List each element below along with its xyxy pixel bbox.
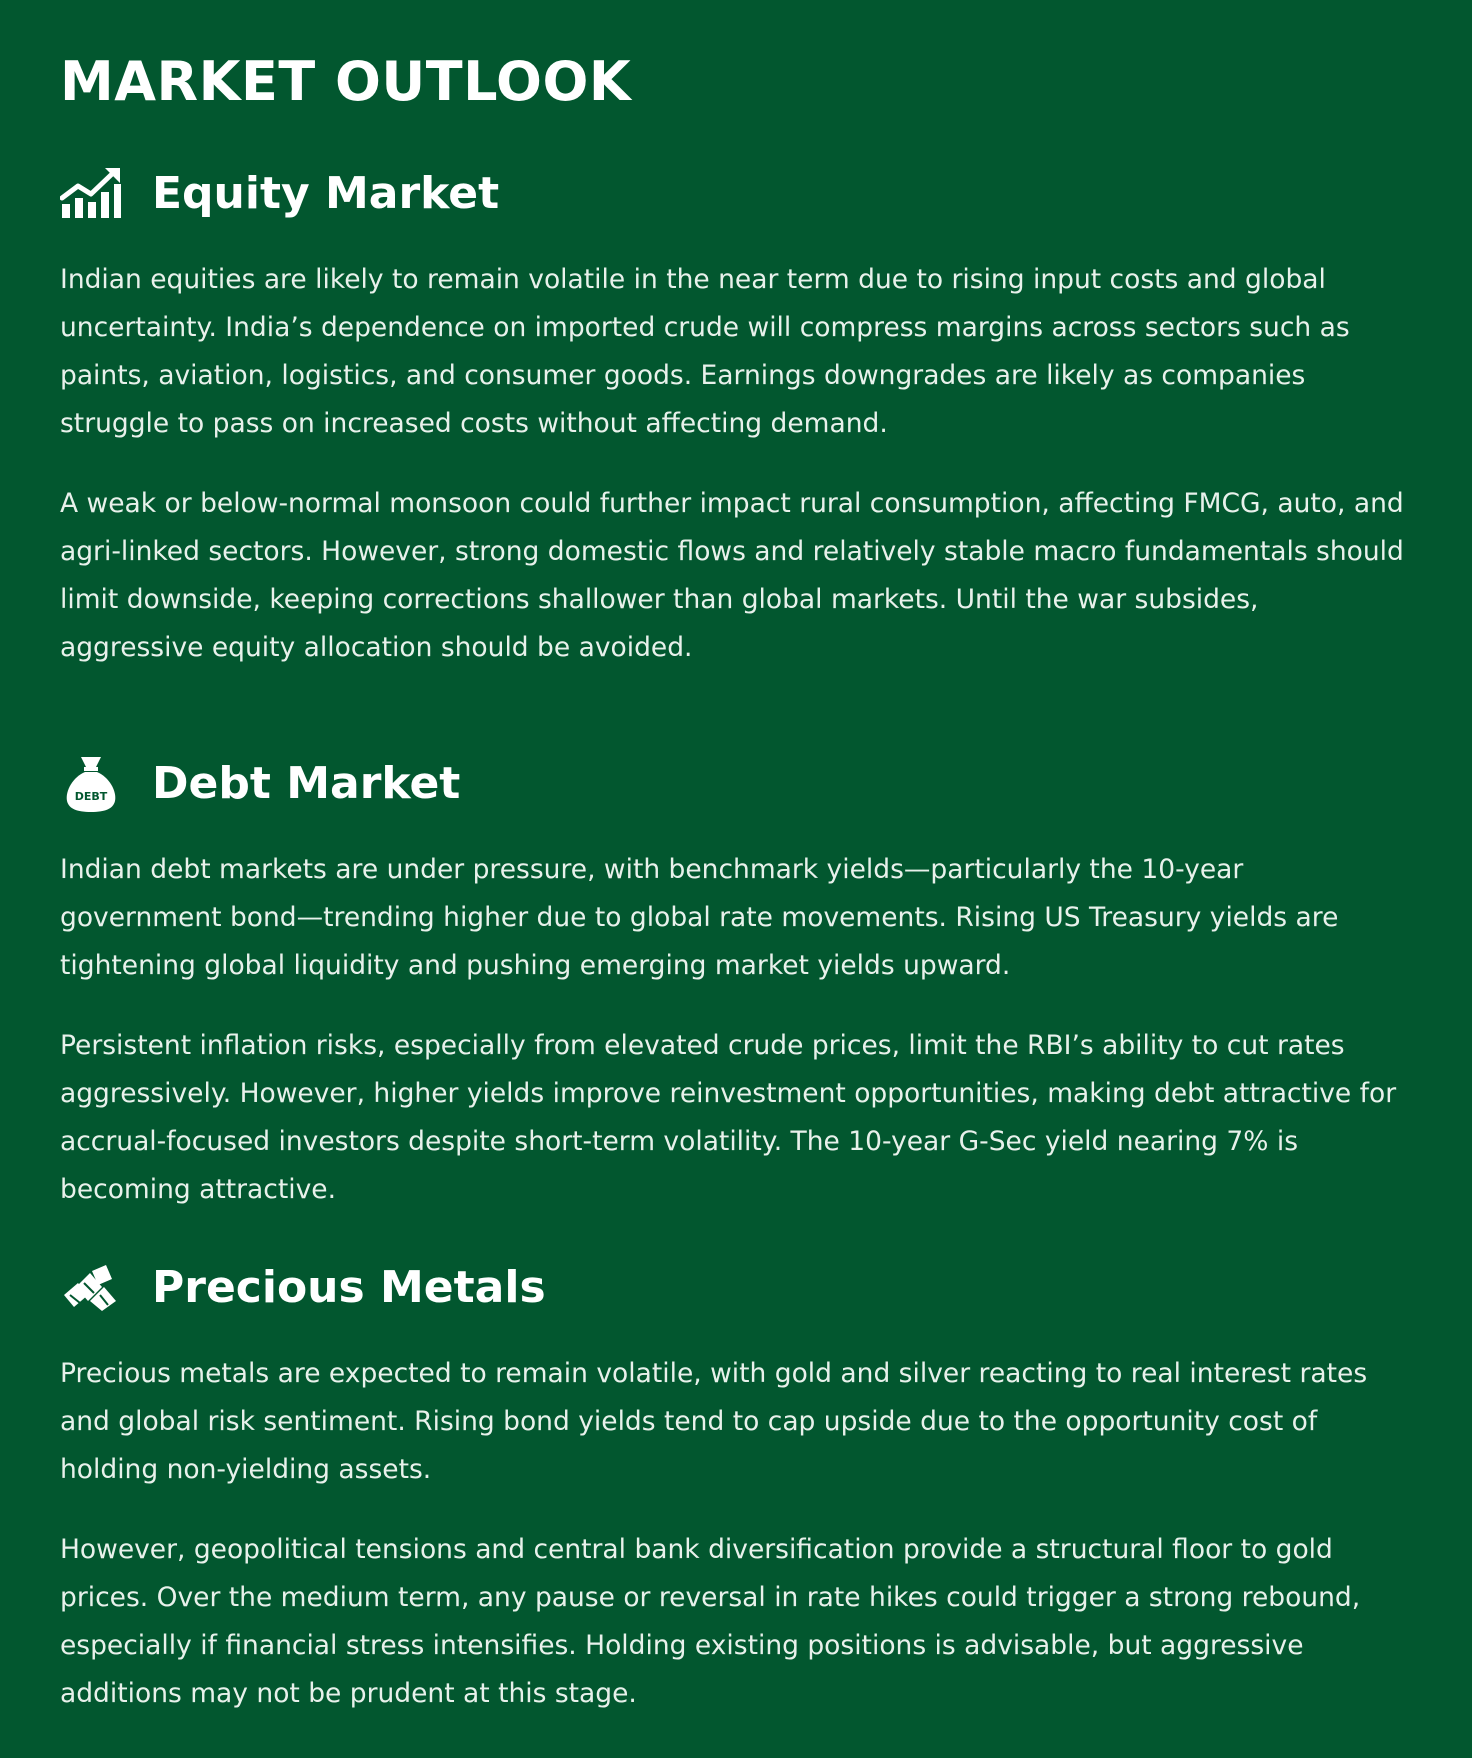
equity-market-header (60, 158, 1410, 230)
metals-paragraph-2: However, geopolitical tensions and central bank diversification provide a structural floor to gold prices. Over the medium term, any pause or reversal in rate hikes could trigger a strong rebound, especially if financial stress intensifies. Holding existing positions is advisable, but aggressive additions may not be prudent at this stage. (60, 1534, 1361, 1709)
equity-paragraph-1: Indian equities are likely to remain volatile in the near term due to rising input costs and global uncertainty. India’s dependence on imported crude will compress margins across sectors such as paints, aviation, logistics, and consumer goods. Earnings downgrades are likely as companies struggle to pass on increased costs without affecting demand. (60, 264, 1350, 439)
debt-icon-label: DEBT (74, 790, 108, 803)
metals-paragraph-1: Precious metals are expected to remain volatile, with gold and silver reacting to real interest rates and global risk sentiment. Rising bond yields tend to cap upside due to the opportunity cost of holding non-yielding assets. (60, 1358, 1368, 1485)
debt-paragraph-2: Persistent inflation risks, especially from elevated crude prices, limit the RBI’s ability to cut rates aggressively. However, higher yields improve reinvestment opportunities, making debt attractive for accrual-focused investors despite short-term volatility. The 10-year G-Sec yield nearing 7% is becoming attractive. (60, 1030, 1397, 1205)
gold-bars-icon (60, 1257, 122, 1319)
equity-market-section (60, 158, 1410, 672)
debt-paragraph-1: Indian debt markets are under pressure, with benchmark yields—particularly the 10-year government bond—trending higher due to global rate movements. Rising US Treasury yields are tightening global liquidity and pushing emerging market yields upward. (60, 854, 1339, 981)
equity-paragraph-2: A weak or below-normal monsoon could further impact rural consumption, affecting FMCG, auto, and agri-linked sectors. However, strong domestic flows and relatively stable macro fundamentals should limit downside, keeping corrections shallower than global markets. Until the war subsides, aggressive equity allocation should be avoided. (60, 488, 1404, 663)
trending-up-chart-icon (60, 163, 122, 225)
equity-market-title: Equity Market (152, 168, 500, 219)
precious-metals-title: Precious Metals (152, 1262, 546, 1313)
debt-money-bag-icon (60, 753, 122, 815)
debt-market-title: Debt Market (152, 758, 461, 809)
precious-metals-header (60, 1252, 1410, 1324)
precious-metals-section (60, 1252, 1410, 1718)
debt-market-section (60, 748, 1410, 1214)
debt-market-header (60, 748, 1410, 820)
page-title: MARKET OUTLOOK (60, 50, 632, 113)
